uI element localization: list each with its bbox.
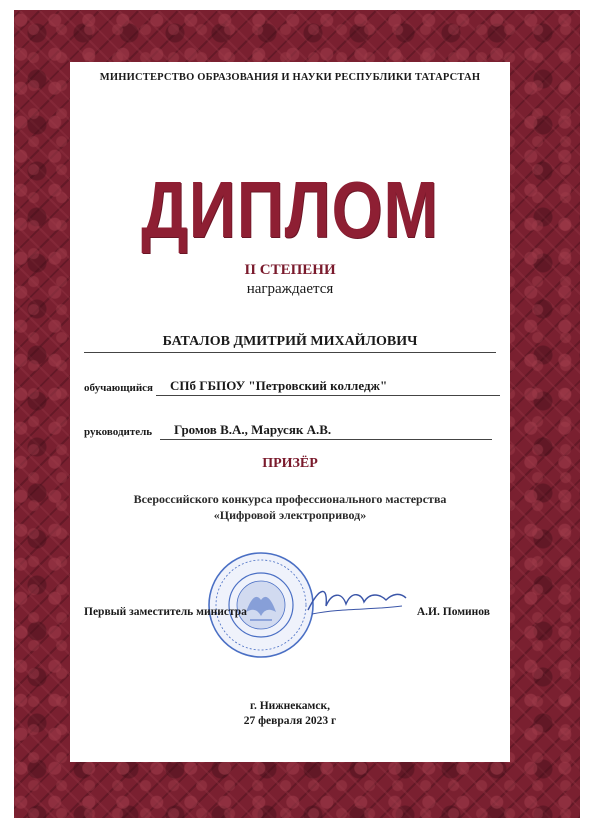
recipient-name: БАТАЛОВ ДМИТРИЙ МИХАЙЛОВИЧ [84,334,496,353]
awarded-text: награждается [246,281,334,297]
student-institution: СПб ГБПОУ "Петровский колледж" [156,378,500,396]
supervisor-row [84,420,500,440]
contest-line-2: «Цифровой электропривод» [213,508,367,522]
contest-line-1: Всероссийского конкурса профессионального мастерства [133,492,447,506]
diploma-sheet [70,62,510,762]
supervisor-names: Громов В.А., Марусяк А.В. [160,422,492,440]
handwritten-signature-icon [302,580,412,620]
diploma-title: ДИПЛОМ [141,165,439,254]
ministry-header: МИНИСТЕРСТВО ОБРАЗОВАНИЯ И НАУКИ РЕСПУБЛИКИ ТАТАРСТАН [99,72,481,83]
official-seal-icon [206,550,316,660]
signatory-role: Первый заместитель министра [84,606,247,618]
issue-date: 27 февраля 2023 г [243,715,337,727]
signatory-name: А.И. Поминов [416,606,490,618]
diploma-degree: II СТЕПЕНИ [244,262,336,278]
issue-city: г. Нижнекамск, [250,700,330,712]
supervisor-label: руководитель [84,426,153,438]
prize-status: ПРИЗЁР [262,456,318,471]
student-label: обучающийся [84,382,153,394]
student-row [84,376,500,396]
